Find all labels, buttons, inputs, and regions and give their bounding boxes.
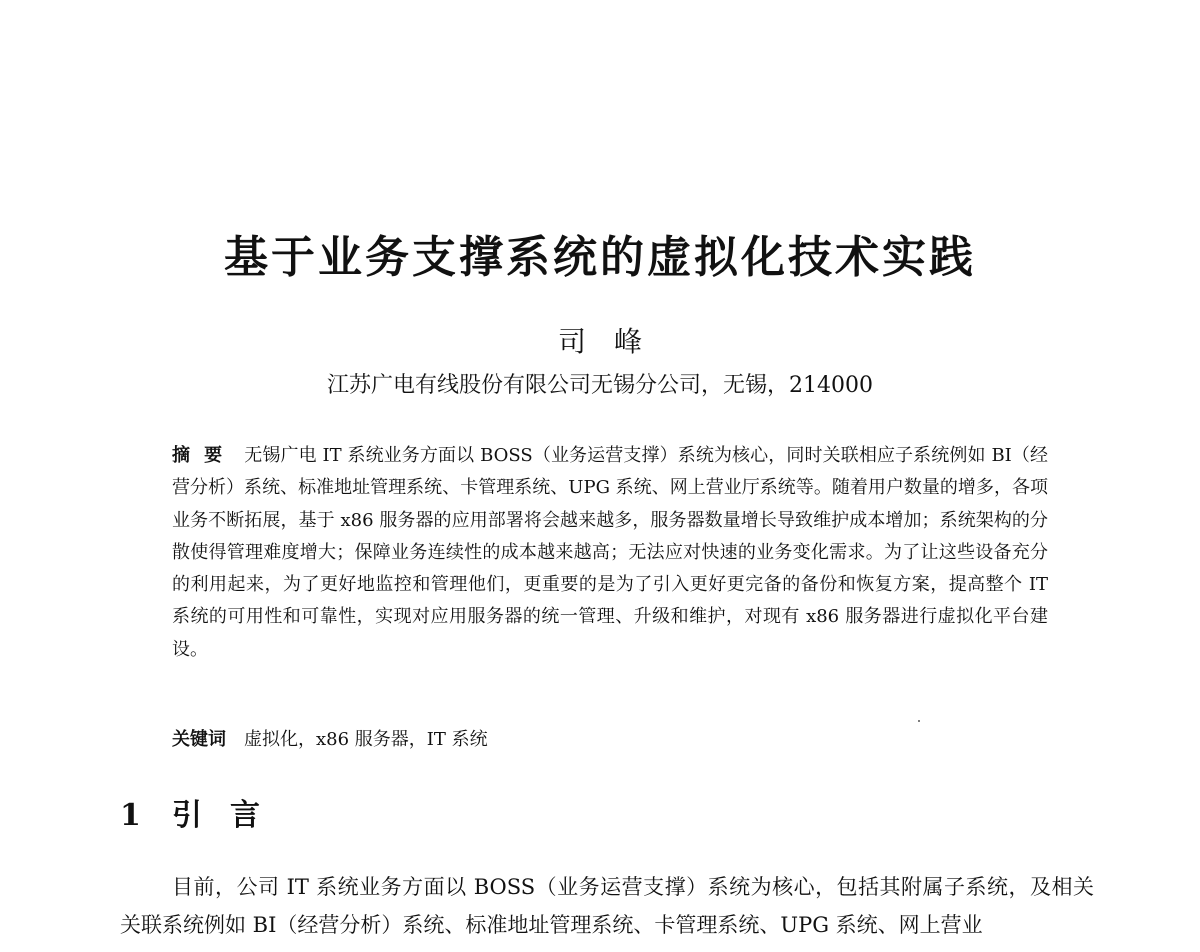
author-name: 司峰	[557, 325, 670, 358]
abstract	[172, 440, 1048, 666]
body-paragraph: 目前，公司 IT 系统业务方面以 BOSS（业务运营支撑）系统为核心，包括其附属子系统，及相关关联系统例如 BI（经营分析）系统、标准地址管理系统、卡管理系统、UPG 系统、网上营业	[120, 875, 1094, 937]
section-heading	[120, 794, 288, 838]
abstract-text: 无锡广电 IT 系统业务方面以 BOSS（业务运营支撑）系统为核心，同时关联相应子系统例如 BI（经营分析）系统、标准地址管理系统、卡管理系统、UPG 系统、网上营业厅系统等。随着用户数量的增多，各项业务不断拓展，基于 x86 服务器的应用部署将会越来越多，服务器数量增长导致维护成本增加；系统架构的分散使得管理难度增大；保障业务连续性的成本越来越高；无法应对快速的业务变化需求。为了让这些设备充分的利用起来，为了更好地监控和管理他们，更重要的是为了引入更好更完备的备份和恢复方案，提高整个 IT 系统的可用性和可靠性，实现对应用服务器的统一管理、升级和维护，对现有 x86 服务器进行虚拟化平台建设。	[172, 445, 1048, 660]
abstract-label: 摘要	[172, 445, 237, 466]
section-title: 引言	[172, 798, 288, 833]
keywords-label: 关键词	[172, 729, 226, 750]
section-number: 1	[120, 798, 141, 833]
scan-speck	[918, 720, 920, 722]
keywords-text: 虚拟化，x86 服务器，IT 系统	[244, 729, 488, 750]
keywords	[172, 725, 1048, 755]
paper-title: 基于业务支撑系统的虚拟化技术实践	[224, 232, 976, 283]
author-affiliation: 江苏广电有线股份有限公司无锡分公司，无锡，214000	[327, 373, 873, 398]
